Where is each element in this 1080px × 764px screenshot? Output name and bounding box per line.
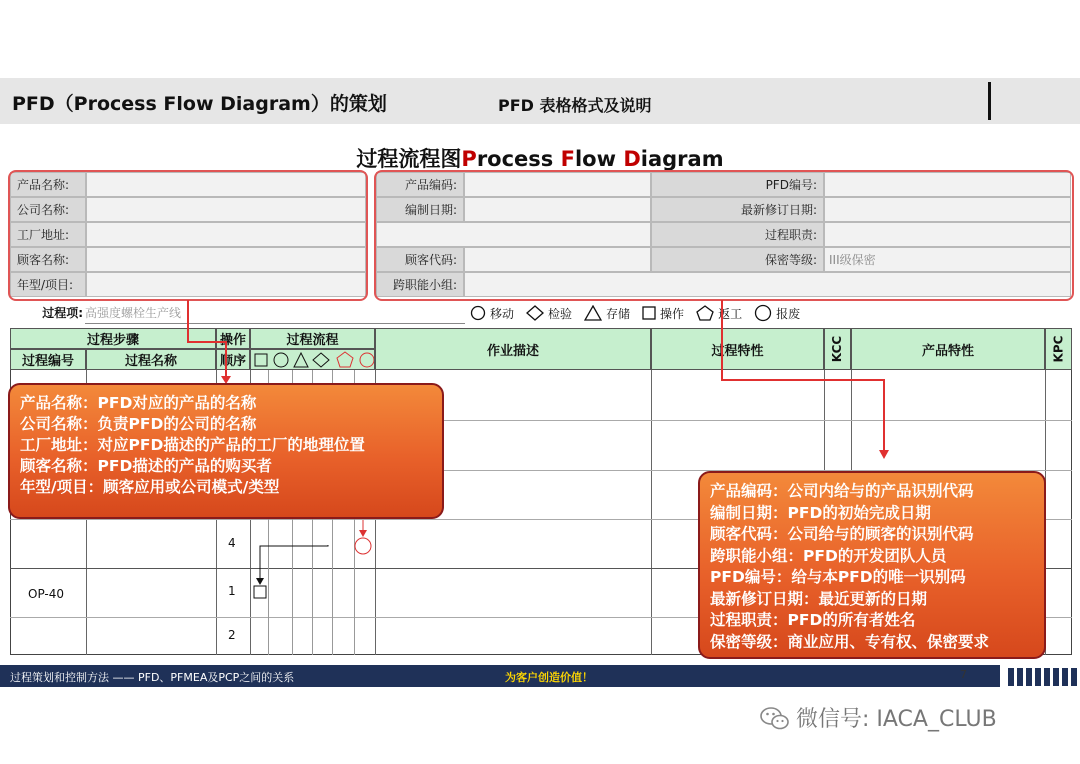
- callout-right-line: PFD编号：给与本PFD的唯一识别码: [710, 568, 966, 586]
- header-process-flow: 过程流程: [250, 328, 375, 349]
- legend-move-label: 移动: [490, 306, 515, 321]
- header-process-step: 过程步骤: [10, 328, 216, 349]
- form-title-iagram: iagram: [640, 147, 724, 171]
- legend-inspect: [526, 305, 572, 322]
- highlight-right: [374, 170, 1074, 301]
- callout-right-line: 顾客代码：公司给与的顾客的识别代码: [710, 525, 974, 543]
- form-title-rocess: rocess: [476, 147, 561, 171]
- header-product-characteristic: 产品特性: [851, 328, 1045, 370]
- legend-operate: [642, 305, 684, 322]
- watermark-text: 微信号: IACA_CLUB: [796, 707, 997, 732]
- header-op-2: 顺序: [216, 349, 250, 370]
- header-step-name: 过程名称: [86, 349, 216, 370]
- callout-right-line: 保密等级：商业应用、专有权、保密要求: [710, 632, 990, 651]
- process-item-label: 过程项:: [42, 306, 83, 320]
- header-step-no: 过程编号: [10, 349, 86, 370]
- page-subtitle: PFD 表格格式及说明: [498, 96, 652, 115]
- callout-right-line: 最新修订日期：最近更新的日期: [710, 589, 928, 608]
- header-op-1: 操作: [216, 328, 250, 349]
- field-confidentiality[interactable]: III级保密: [824, 247, 1071, 272]
- op-seq-2: 2: [228, 628, 236, 642]
- op-seq-4: 4: [228, 536, 236, 550]
- form-title-prefix: 过程流程图: [356, 147, 462, 171]
- footer-slogan: 为客户创造价值！: [505, 671, 593, 684]
- label-company-name: 公司名称:: [10, 197, 86, 222]
- pentagon-icon: [696, 305, 714, 321]
- label-pfd-number: PFD编号:: [651, 172, 824, 197]
- header-work-description: 作业描述: [375, 328, 651, 370]
- circle-icon: [754, 304, 772, 322]
- callout-left-line: 年型/项目：顾客应用或公司模式/类型: [20, 478, 280, 496]
- form-title-p: P: [461, 147, 477, 171]
- legend-scrap: [754, 304, 800, 322]
- callout-left-line: 产品名称：PFD对应的产品的名称: [20, 394, 257, 412]
- legend-inspect-label: 检验: [548, 306, 573, 321]
- label-confidentiality: 保密等级:: [651, 247, 824, 272]
- callout-right-line: 编制日期：PFD的初始完成日期: [710, 503, 931, 522]
- label-cft: 跨职能小组:: [376, 272, 464, 297]
- label-process-responsibility: 过程职责:: [651, 222, 824, 247]
- header-divider: [988, 82, 991, 120]
- symbol-legend: [470, 302, 1070, 324]
- process-item-value[interactable]: 高强度螺栓生产线: [85, 302, 465, 324]
- label-product-code: 产品编码:: [376, 172, 464, 197]
- step-op-40: OP-40: [28, 587, 65, 601]
- kcc-label: KCC: [830, 335, 845, 363]
- page-title: PFD（Process Flow Diagram）的策划: [12, 93, 387, 115]
- callout-right-line: 过程职责：PFD的所有者姓名: [710, 611, 916, 629]
- form-title-low: low: [574, 147, 624, 171]
- footer-bars-icon: [1008, 668, 1077, 686]
- legend-store-label: 存储: [606, 306, 631, 321]
- form-title-d: D: [623, 147, 641, 171]
- watermark: [760, 702, 997, 733]
- square-icon: [642, 306, 656, 320]
- label-prepared-date: 编制日期:: [376, 197, 464, 222]
- header-kcc: [824, 328, 851, 370]
- form-title: [0, 143, 1080, 173]
- callout-left: [8, 383, 444, 519]
- legend-move: [470, 305, 514, 322]
- wechat-icon: [760, 705, 790, 731]
- label-latest-revision-date: 最新修订日期:: [651, 197, 824, 222]
- header-flow-symbols: [250, 349, 375, 370]
- triangle-icon: [584, 305, 602, 321]
- label-model-year: 年型/项目:: [10, 272, 86, 297]
- callout-left-line: 顾客名称：PFD描述的产品的购买者: [20, 457, 272, 475]
- grid-line: [651, 370, 652, 655]
- legend-operate-label: 操作: [660, 306, 685, 321]
- callout-right: [698, 471, 1046, 659]
- header-process-characteristic: 过程特性: [651, 328, 824, 370]
- legend-scrap-label: 报废: [776, 306, 801, 321]
- footer-left-text: 过程策划和控制方法 —— PFD、PFMEA及PCP之间的关系: [10, 671, 295, 684]
- callout-right-line: 跨职能小组：PFD的开发团队人员: [710, 546, 947, 565]
- legend-rework-label: 返工: [718, 306, 743, 321]
- header-kpc: [1045, 328, 1072, 370]
- label-plant-address: 工厂地址:: [10, 222, 86, 247]
- op-seq-1: 1: [228, 584, 236, 598]
- label-product-name: 产品名称:: [10, 172, 86, 197]
- legend-rework: [696, 305, 742, 322]
- kpc-label: KPC: [1051, 335, 1066, 363]
- flow-symbols-icon: [251, 350, 374, 370]
- page-number: 7: [960, 668, 967, 681]
- highlight-left: [8, 170, 368, 301]
- form-title-f: F: [560, 147, 575, 171]
- label-customer-code: 顾客代码:: [376, 247, 464, 272]
- callout-left-line: 工厂地址：对应PFD描述的产品的工厂的地理位置: [20, 436, 365, 454]
- label-customer-name: 顾客名称:: [10, 247, 86, 272]
- diamond-icon: [526, 305, 544, 321]
- circle-icon: [470, 305, 486, 321]
- callout-right-line: 产品编码：公司内给与的产品识别代码: [710, 482, 974, 500]
- callout-left-line: 公司名称：负责PFD的公司的名称: [20, 415, 257, 433]
- legend-store: [584, 305, 630, 322]
